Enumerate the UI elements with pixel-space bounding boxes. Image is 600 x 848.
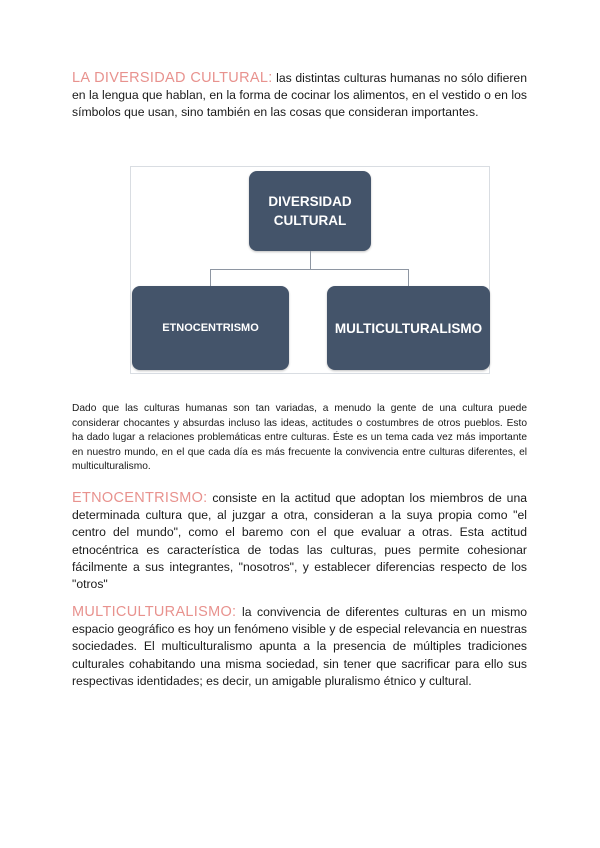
connector-right <box>408 269 409 286</box>
etnocentrismo-term: ETNOCENTRISMO: <box>72 490 208 506</box>
context-paragraph: Dado que las culturas humanas son tan variadas, a menudo la gente de una cultura puede considerar chocantes y absurdas incluso las ideas, actitudes o costumbres de otros pueblos. Esto ha dado lugar a relaciones problemáticas entre culturas. Éste es un tema cada vez más importante en nuestro mundo, en el que cada día es más frecuente la convivencia entre culturas diferentes, el multiculturalismo. <box>72 403 527 473</box>
connector-left <box>210 269 211 286</box>
connector-horizontal <box>210 269 409 270</box>
multiculturalismo-term: MULTICULTURALISMO: <box>72 604 237 620</box>
connector-vertical <box>310 251 311 269</box>
etnocentrismo-text: consiste en la actitud que adoptan los miembros de una determinada cultura que, al juzgar a otra, consideran a la suya propia como "el centro del mundo", como el baremo con el que evaluar a otras. Esta actitud etnocéntrica es característica de todas las culturas, pues permite cohesionar fácilmente a sus integrantes, "nosotros", y establecer diferencias respecto de los "otros" <box>72 491 528 592</box>
diagram-node-diversidad: DIVERSIDAD CULTURAL <box>249 171 371 251</box>
concept-diagram <box>130 166 490 374</box>
intro-paragraph <box>72 70 527 122</box>
multiculturalismo-text: la convivencia de diferentes culturas en un mismo espacio geográfico es hoy un fenómeno visible y de especial relevancia en nuestras sociedades. El multiculturalismo apunta a la presencia de múltiples tradiciones culturales cohabitando una misma sociedad, sin tener que sacrificar para ello sus respectivas identidades; es decir, un amigable pluralismo étnico y cultural. <box>72 605 527 688</box>
multiculturalismo-paragraph <box>72 604 527 690</box>
intro-text: las distintas culturas humanas no sólo difieren en la lengua que hablan, en la forma de cocinar los alimentos, en el vestido o en los símbolos que usan, sino también en las cosas que consideran importantes. <box>72 71 527 120</box>
diagram-node-multiculturalismo: MULTICULTURALISMO <box>327 286 490 370</box>
intro-term: LA DIVERSIDAD CULTURAL: <box>72 70 273 86</box>
diagram-node-etnocentrismo: ETNOCENTRISMO <box>132 286 289 370</box>
etnocentrismo-paragraph <box>72 490 527 593</box>
